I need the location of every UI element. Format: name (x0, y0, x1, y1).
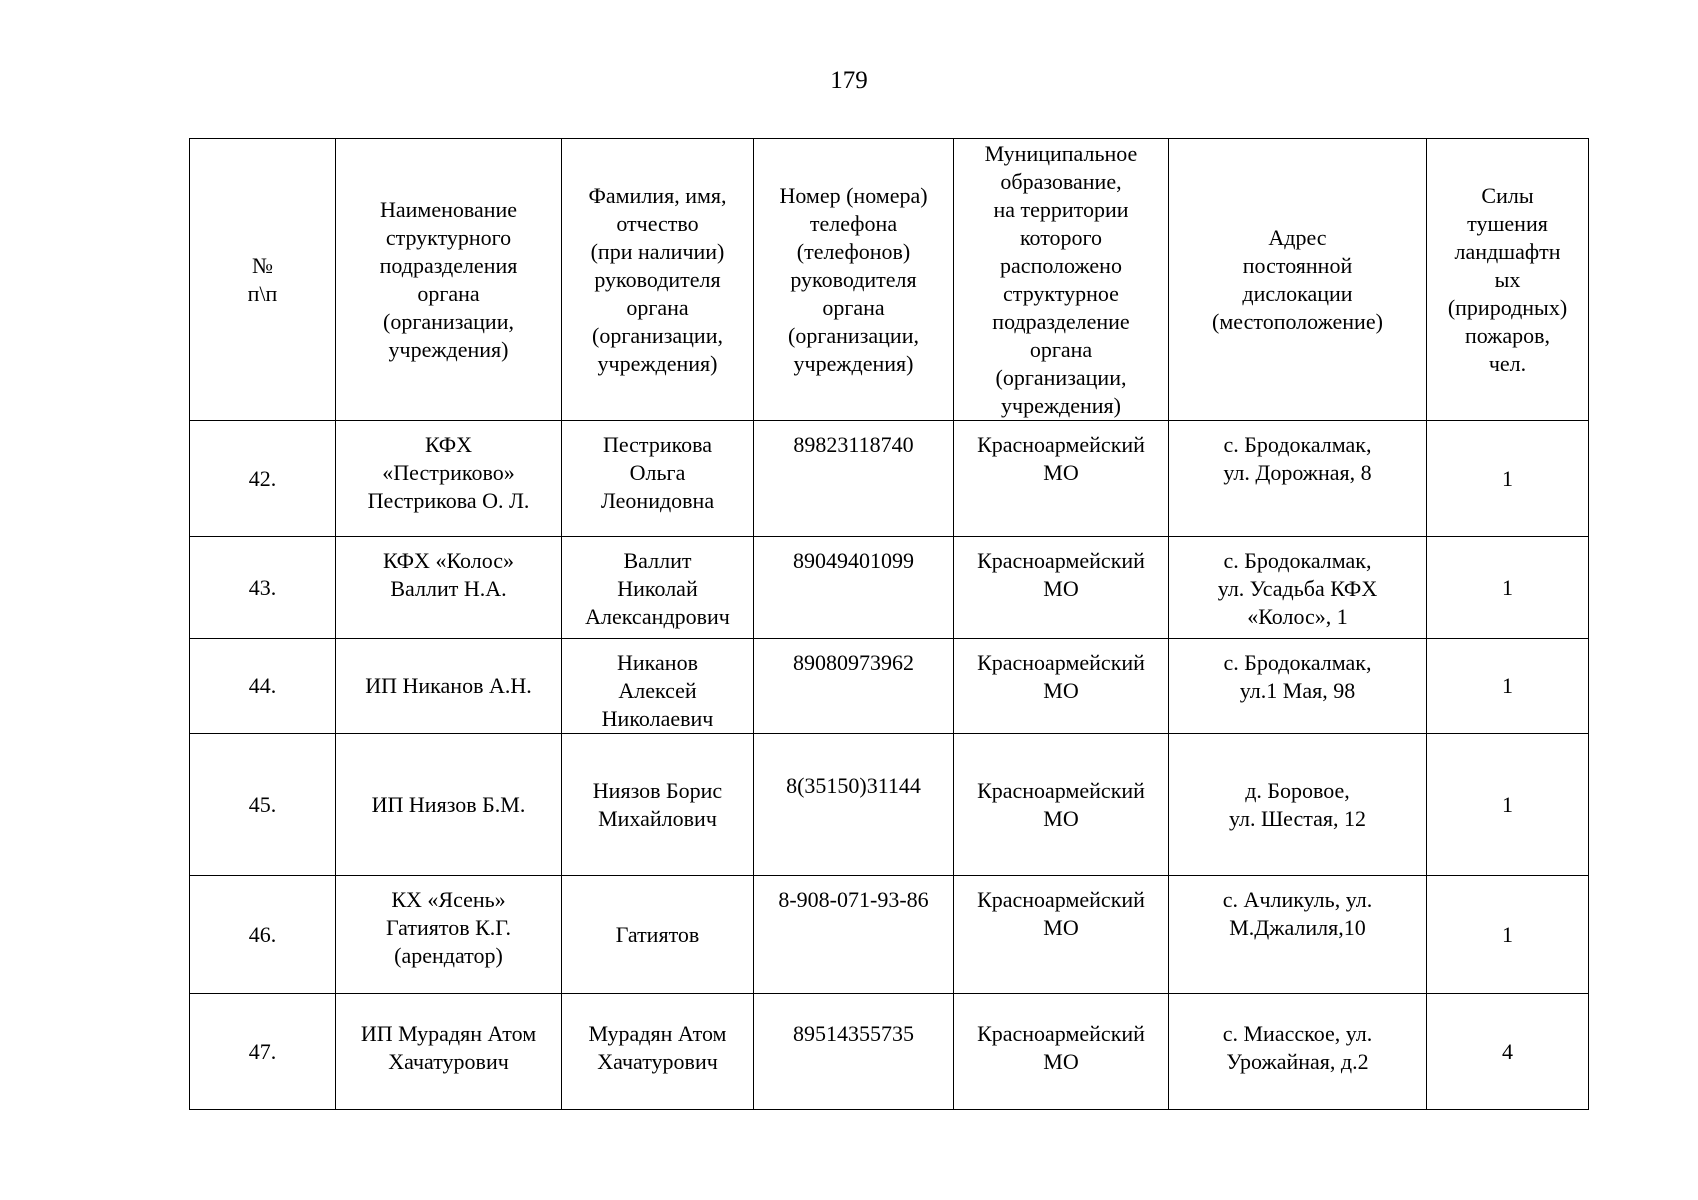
fire-forces-count: 1 (1427, 639, 1589, 734)
address: д. Боровое, ул. Шестая, 12 (1169, 734, 1427, 876)
address: с. Ачликуль, ул. М.Джалиля,10 (1169, 876, 1427, 994)
head-fullname: Ниязов Борис Михайлович (562, 734, 754, 876)
page-number: 179 (830, 67, 868, 94)
municipality: Красноармейский МО (954, 537, 1169, 639)
header-phone: Номер (номера) телефона (телефонов) руководителя органа (организации, учреждения) (754, 139, 954, 421)
unit-name: КФХ «Пестриково» Пестрикова О. Л. (336, 421, 562, 537)
municipality: Красноармейский МО (954, 994, 1169, 1110)
table-header-row (190, 139, 1589, 421)
row-number: 43. (190, 537, 336, 639)
address: с. Бродокалмак, ул.1 Мая, 98 (1169, 639, 1427, 734)
phone-number: 89514355735 (754, 994, 954, 1110)
municipality: Красноармейский МО (954, 734, 1169, 876)
unit-name: ИП Мурадян Атом Хачатурович (336, 994, 562, 1110)
table-row (190, 734, 1589, 876)
row-number: 46. (190, 876, 336, 994)
fire-forces-count: 1 (1427, 876, 1589, 994)
head-fullname: Пестрикова Ольга Леонидовна (562, 421, 754, 537)
table-row (190, 994, 1589, 1110)
header-fire-forces: Силы тушения ландшафтн ых (природных) пожаров, чел. (1427, 139, 1589, 421)
unit-name: КХ «Ясень» Гатиятов К.Г. (арендатор) (336, 876, 562, 994)
header-number: № п\п (190, 139, 336, 421)
fire-forces-count: 1 (1427, 734, 1589, 876)
row-number: 42. (190, 421, 336, 537)
fire-forces-count: 4 (1427, 994, 1589, 1110)
row-number: 45. (190, 734, 336, 876)
head-fullname: Гатиятов (562, 876, 754, 994)
table-row (190, 537, 1589, 639)
table-row (190, 421, 1589, 537)
address: с. Бродокалмак, ул. Усадьба КФХ «Колос», 1 (1169, 537, 1427, 639)
unit-name: КФХ «Колос» Валлит Н.А. (336, 537, 562, 639)
header-address: Адрес постоянной дислокации (местоположение) (1169, 139, 1427, 421)
table-row (190, 639, 1589, 734)
head-fullname: Мурадян Атом Хачатурович (562, 994, 754, 1110)
municipality: Красноармейский МО (954, 421, 1169, 537)
municipality: Красноармейский МО (954, 876, 1169, 994)
fire-forces-count: 1 (1427, 537, 1589, 639)
fire-forces-table (189, 138, 1589, 1110)
head-fullname: Никанов Алексей Николаевич (562, 639, 754, 734)
row-number: 47. (190, 994, 336, 1110)
phone-number: 8-908-071-93-86 (754, 876, 954, 994)
unit-name: ИП Никанов А.Н. (336, 639, 562, 734)
phone-number: 89080973962 (754, 639, 954, 734)
header-unit-name: Наименование структурного подразделения органа (организации, учреждения) (336, 139, 562, 421)
phone-number: 8(35150)31144 (754, 734, 954, 876)
table-row (190, 876, 1589, 994)
head-fullname: Валлит Николай Александрович (562, 537, 754, 639)
address: с. Миасское, ул. Урожайная, д.2 (1169, 994, 1427, 1110)
unit-name: ИП Ниязов Б.М. (336, 734, 562, 876)
fire-forces-count: 1 (1427, 421, 1589, 537)
phone-number: 89823118740 (754, 421, 954, 537)
municipality: Красноармейский МО (954, 639, 1169, 734)
row-number: 44. (190, 639, 336, 734)
address: с. Бродокалмак, ул. Дорожная, 8 (1169, 421, 1427, 537)
header-head-fullname: Фамилия, имя, отчество (при наличии) руководителя органа (организации, учреждения) (562, 139, 754, 421)
header-municipality: Муниципальное образование, на территории которого расположено структурное подразделение органа (организации, учреждения) (954, 139, 1169, 421)
phone-number: 89049401099 (754, 537, 954, 639)
